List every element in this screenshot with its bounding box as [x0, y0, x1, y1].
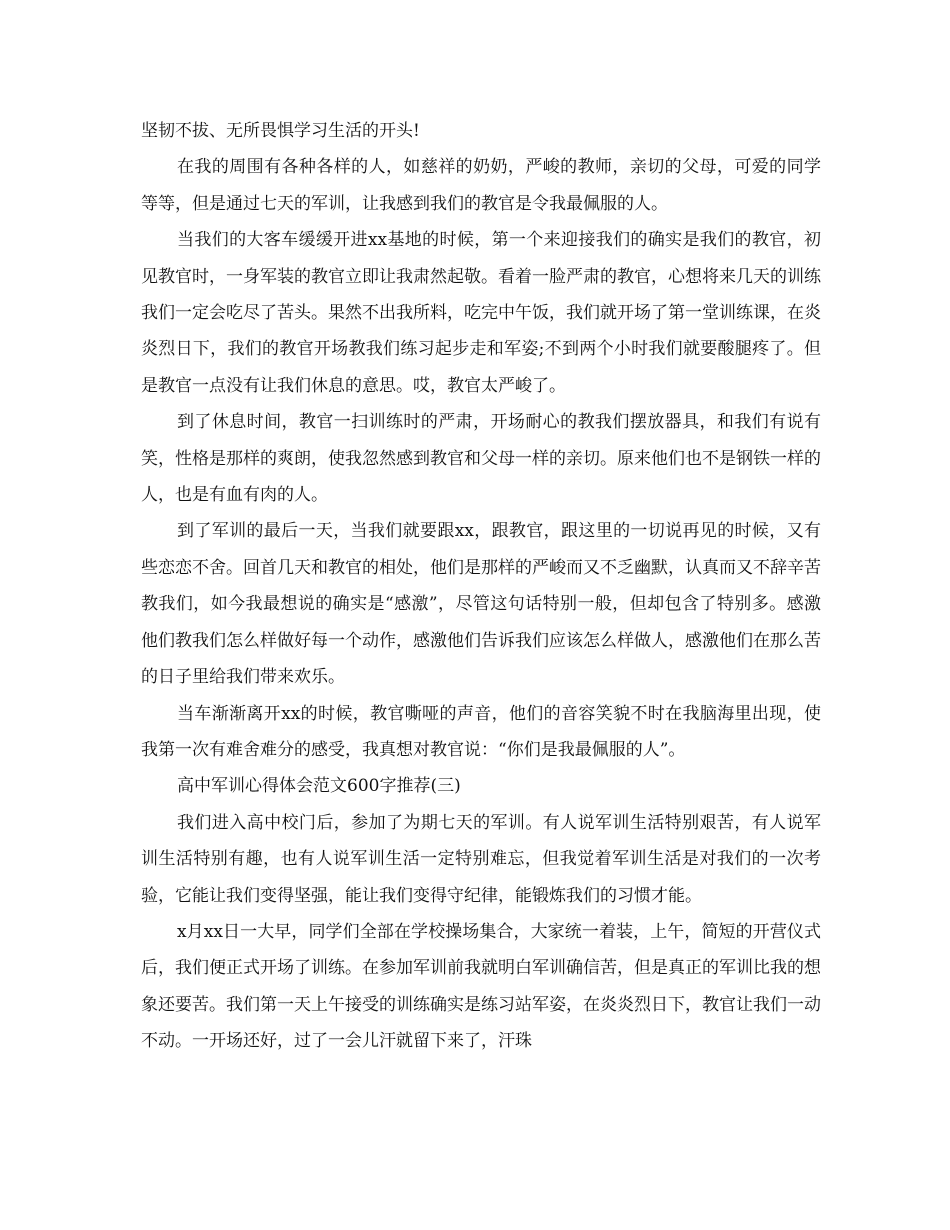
paragraph: 到了休息时间，教官一扫训练时的严肃，开场耐心的教我们摆放器具，和我们有说有笑，性格是那样的爽朗，使我忽然感到教官和父母一样的亲切。原来他们也不是钢铁一样的人，也是有血有肉的人。 [141, 412, 821, 506]
paragraph: 坚韧不拔、无所畏惧学习生活的开头! [141, 121, 420, 141]
paragraph: x月xx日一大早，同学们全部在学校操场集合，大家统一着装，上午，简短的开营仪式后，我们便正式开场了训练。在参加军训前我就明白军训确信苦，但是真正的军训比我的想象还要苦。我们第一天上午接受的训练确实是练习站军姿，在炎炎烈日下，教官让我们一动不动。一开场还好，过了一会儿汗就留下来了，汗珠 [141, 921, 821, 1052]
paragraph: 我们进入高中校门后，参加了为期七天的军训。有人说军训生活特别艰苦，有人说军训生活特别有趣，也有人说军训生活一定特别难忘，但我觉着军训生活是对我们的一次考验，它能让我们变得坚强，能让我们变得守纪律，能锻炼我们的习惯才能。 [141, 812, 821, 906]
section-heading: 高中军训心得体会范文600字推荐(三) [177, 776, 461, 797]
paragraph: 当我们的大客车缓缓开进xx基地的时候，第一个来迎接我们的确实是我们的教官，初见教官时，一身军装的教官立即让我肃然起敬。看着一脸严肃的教官，心想将来几天的训练我们一定会吃尽了苦头。果然不出我所料，吃完中午饭，我们就开场了第一堂训练课，在炎炎烈日下，我们的教官开场教我们练习起步走和军姿;不到两个小时我们就要酸腿疼了。但是教官一点没有让我们休息的意思。哎，教官太严峻了。 [141, 230, 821, 396]
paragraph: 当车渐渐离开xx的时候，教官嘶哑的声音，他们的音容笑貌不时在我脑海里出现，使我第一次有难舍难分的感受，我真想对教官说：“你们是我最佩服的人”。 [141, 703, 821, 760]
document-body [141, 113, 821, 1060]
paragraph: 在我的周围有各种各样的人，如慈祥的奶奶，严峻的教师，亲切的父母，可爱的同学等等，但是通过七天的军训，让我感到我们的教官是令我最佩服的人。 [141, 157, 821, 214]
paragraph: 到了军训的最后一天，当我们就要跟xx，跟教官，跟这里的一切说再见的时候，又有些恋恋不舍。回首几天和教官的相处，他们是那样的严峻而又不乏幽默，认真而又不辞辛苦教我们，如今我最想说的确实是“感激”，尽管这句话特别一般，但却包含了特别多。感激他们教我们怎么样做好每一个动作，感激他们告诉我们应该怎么样做人，感激他们在那么苦的日子里给我们带来欢乐。 [141, 521, 821, 688]
